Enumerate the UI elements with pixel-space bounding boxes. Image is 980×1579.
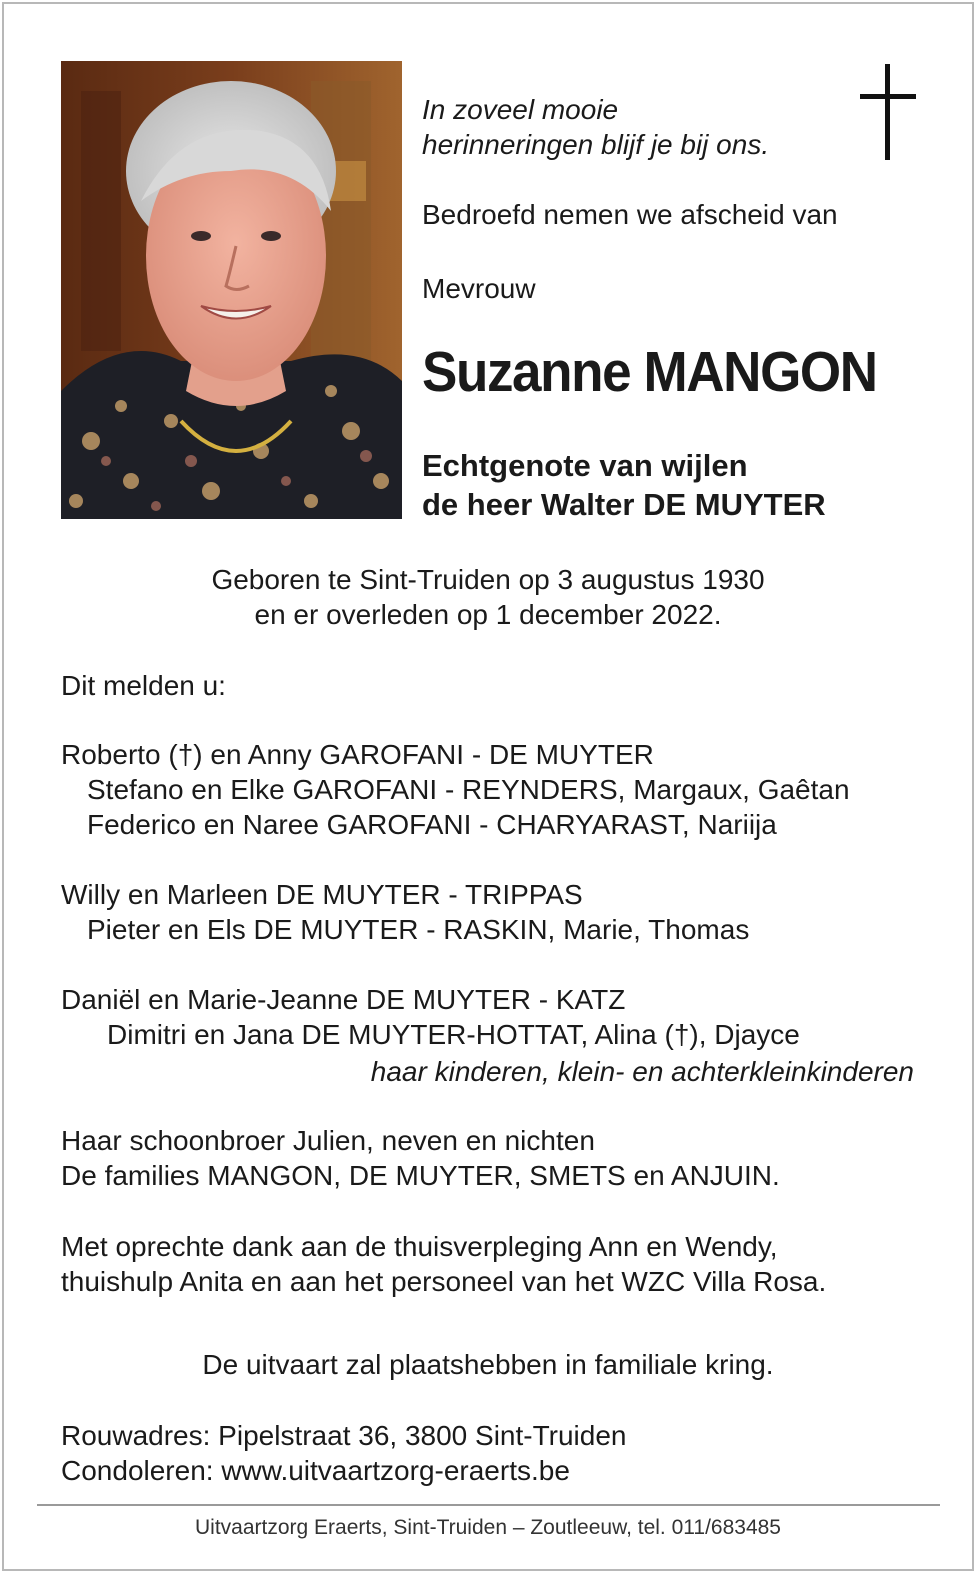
condolences-link[interactable]: Condoleren: www.uitvaartzorg-eraerts.be bbox=[61, 1455, 570, 1486]
deceased-name: Suzanne MANGON bbox=[422, 340, 877, 404]
family-group-3 bbox=[61, 982, 800, 1052]
cross-icon bbox=[860, 64, 916, 160]
footer-text: Uitvaartzorg Eraerts, Sint-Truiden – Zoutleeuw, tel. 011/683485 bbox=[195, 1516, 781, 1539]
spouse-line-2: de heer Walter DE MUYTER bbox=[422, 487, 826, 522]
dates-line-2: en er overleden op 1 december 2022. bbox=[254, 599, 722, 630]
thanks-text bbox=[61, 1229, 826, 1299]
family-group-1 bbox=[61, 737, 850, 842]
intro-text: Bedroefd nemen we afscheid van bbox=[422, 199, 838, 230]
obituary-card bbox=[2, 2, 974, 1571]
thanks-line-2: thuishulp Anita en aan het personeel van het WZC Villa Rosa. bbox=[61, 1266, 827, 1297]
thanks-line-1: Met oprechte dank aan de thuisverpleging Ann en Wendy, bbox=[61, 1231, 778, 1262]
family-relation: haar kinderen, klein- en achterkleinkinderen bbox=[370, 1056, 914, 1087]
dates-line-1: Geboren te Sint-Truiden op 3 augustus 1930 bbox=[211, 564, 765, 595]
family-line: Dimitri en Jana DE MUYTER-HOTTAT, Alina (†), Djayce bbox=[107, 1019, 800, 1050]
family-line: Daniël en Marie-Jeanne DE MUYTER - KATZ bbox=[61, 984, 626, 1015]
extended-line-2: De families MANGON, DE MUYTER, SMETS en ANJUIN. bbox=[61, 1160, 780, 1191]
spouse-line-1: Echtgenote van wijlen bbox=[422, 448, 748, 483]
verse-line-2: herinneringen blijf je bij ons. bbox=[422, 129, 770, 160]
verse bbox=[422, 92, 769, 162]
family-group-2 bbox=[61, 877, 749, 947]
address-line: Rouwadres: Pipelstraat 36, 3800 Sint-Truiden bbox=[61, 1420, 627, 1451]
funeral-notice: De uitvaart zal plaatshebben in familiale kring. bbox=[202, 1349, 774, 1380]
family-line: Stefano en Elke GAROFANI - REYNDERS, Margaux, Gaêtan bbox=[87, 774, 850, 805]
footer-divider bbox=[37, 1504, 940, 1506]
extended-line-1: Haar schoonbroer Julien, neven en nichten bbox=[61, 1125, 595, 1156]
verse-line-1: In zoveel mooie bbox=[422, 94, 619, 125]
family-line: Federico en Naree GAROFANI - CHARYARAST, Nariija bbox=[87, 809, 777, 840]
spouse-info bbox=[422, 446, 826, 524]
contact-info bbox=[61, 1418, 627, 1488]
family-line: Willy en Marleen DE MUYTER - TRIPPAS bbox=[61, 879, 583, 910]
extended-family bbox=[61, 1123, 780, 1193]
birth-death-dates bbox=[4, 562, 972, 632]
portrait-photo bbox=[61, 61, 402, 519]
family-line: Roberto (†) en Anny GAROFANI - DE MUYTER bbox=[61, 739, 654, 770]
salutation: Mevrouw bbox=[422, 273, 536, 304]
announce-text: Dit melden u: bbox=[61, 670, 226, 701]
family-line: Pieter en Els DE MUYTER - RASKIN, Marie, Thomas bbox=[87, 914, 750, 945]
